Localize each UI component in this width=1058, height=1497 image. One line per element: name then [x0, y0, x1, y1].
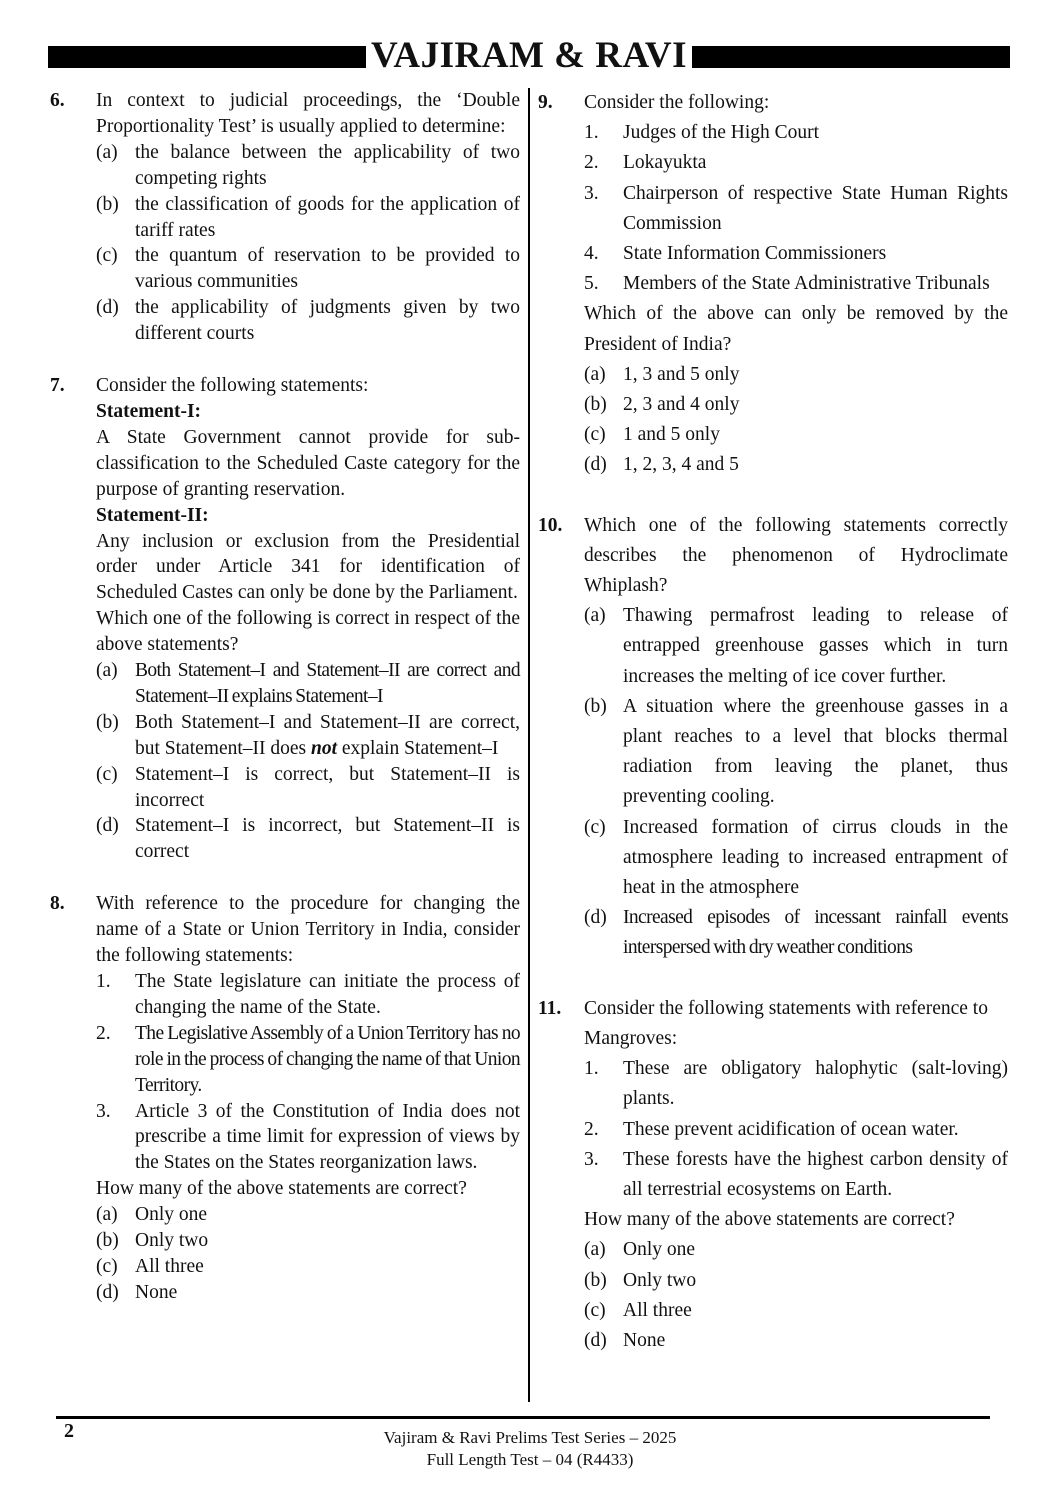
option-b: (b) Only two	[96, 1230, 209, 1252]
option-c: (c) All three	[584, 1299, 692, 1321]
statement-2-heading: Statement-II:	[96, 504, 209, 526]
question-10	[538, 511, 1008, 964]
option-c: (c) the quantum of reservation to be provided to various communities	[96, 245, 520, 293]
question-number: 6.	[50, 90, 65, 111]
option-d: (d) Increased episodes of incessant rainfall events interspersed with dry weather conditions	[584, 907, 1008, 959]
option-d: (d) None	[96, 1281, 178, 1303]
option-b: (b) Only two	[584, 1269, 697, 1291]
statement-3: 3. Article 3 of the Constitution of India does not prescribe a time limit for expression of views by the States on the States reorganization laws.	[96, 1100, 520, 1174]
question-number: 8.	[50, 893, 65, 915]
question-number: 9.	[538, 92, 553, 113]
option-b: (b) A situation where the greenhouse gasses in a plant reaches to a level that blocks thermal radiation from leaving the planet, thus preventing cooling.	[584, 695, 1008, 808]
list-item-3: 3. Chairperson of respective State Human Rights Commission	[584, 182, 1008, 234]
option-d: (d) 1, 2, 3, 4 and 5	[584, 454, 739, 476]
list-item-4: 4. State Information Commissioners	[584, 243, 887, 265]
option-d: (d) None	[584, 1329, 666, 1351]
question-stem: Consider the following:	[584, 92, 770, 113]
option-a: (a) Only one	[584, 1239, 696, 1261]
header-title: VAJIRAM & RAVI	[370, 35, 688, 76]
question-number: 11.	[538, 997, 562, 1019]
list-item-2: 2. Lokayukta	[584, 152, 707, 174]
question-stem: Consider the following statements with reference to Mangroves:	[584, 997, 988, 1049]
question-prompt: Which one of the following is correct in respect of the above statements?	[96, 608, 520, 656]
statement-1: 1. The State legislature can initiate the process of changing the name of the State.	[96, 971, 520, 1018]
header-bar-left	[48, 46, 366, 68]
statement-1: 1. These are obligatory halophytic (salt-loving) plants.	[584, 1058, 1008, 1110]
footer-series-title: Vajiram & Ravi Prelims Test Series – 2025	[383, 1428, 677, 1447]
option-d: (d) the applicability of judgments given by two different courts	[96, 297, 520, 345]
question-prompt: Which of the above can only be removed by the President of India?	[584, 303, 1008, 355]
page-number: 2	[64, 1420, 74, 1442]
footer-rule	[56, 1416, 990, 1419]
header-bar-right	[692, 46, 1010, 68]
column-divider	[528, 88, 530, 1402]
question-9	[538, 88, 1008, 481]
question-stem: With reference to the procedure for changing the name of a State or Union Territory in India, consider the following statements:	[96, 893, 520, 967]
left-column	[50, 88, 520, 1306]
page-header	[48, 35, 1010, 76]
statement-3: 3. These forests have the highest carbon density of all terrestrial ecosystems on Earth.	[584, 1148, 1008, 1200]
question-number: 10.	[538, 514, 563, 536]
option-a: (a) 1, 3 and 5 only	[584, 363, 740, 385]
question-stem: Which one of the following statements correctly describes the phenomenon of Hydroclimate Whiplash?	[584, 514, 1008, 597]
question-stem: In context to judicial proceedings, the ‘Double Proportionality Test’ is usually applied to determine:	[96, 90, 520, 137]
question-11	[538, 994, 1008, 1356]
option-b: (b) the classification of goods for the application of tariff rates	[96, 193, 520, 241]
statement-2: 2. The Legislative Assembly of a Union Territory has no role in the process of changing the name of that Union Territory.	[96, 1022, 520, 1096]
option-c: (c) Increased formation of cirrus clouds in the atmosphere leading to increased entrapment of heat in the atmosphere	[584, 816, 1008, 899]
option-a: (a) the balance between the applicability of two competing rights	[96, 141, 520, 189]
statement-2-text: Any inclusion or exclusion from the Presidential order under Article 341 for identification of Scheduled Castes can only be done by the Parliament.	[96, 530, 520, 604]
list-item-5: 5. Members of the State Administrative Tribunals	[584, 273, 990, 295]
option-b: (b) Both Statement–I and Statement–II are correct, but Statement–II does not explain Statement–I	[96, 711, 520, 759]
question-prompt: How many of the above statements are correct?	[584, 1209, 955, 1231]
question-prompt: How many of the above statements are correct?	[96, 1178, 467, 1200]
right-column	[538, 88, 1008, 1356]
statement-2: 2. These prevent acidification of ocean water.	[584, 1118, 959, 1140]
statement-1-text: A State Government cannot provide for sub-classification to the Scheduled Caste category for the purpose of granting reservation.	[96, 426, 520, 500]
question-8	[50, 891, 520, 1306]
question-7	[50, 373, 520, 865]
option-a: (a) Both Statement–I and Statement–II are correct and Statement–II explains Statement–I	[96, 660, 520, 707]
question-6	[50, 88, 520, 347]
option-c: (c) All three	[96, 1255, 204, 1277]
option-d: (d) Statement–I is incorrect, but Statement–II is correct	[96, 815, 520, 863]
option-b: (b) 2, 3 and 4 only	[584, 394, 740, 416]
list-item-1: 1. Judges of the High Court	[584, 122, 820, 144]
question-number: 7.	[50, 375, 65, 397]
question-stem: Consider the following statements:	[96, 375, 369, 397]
option-a: (a) Thawing permafrost leading to release of entrapped greenhouse gasses which in turn increases the melting of ice cover further.	[584, 605, 1008, 687]
emphasis-not: not	[311, 737, 338, 759]
option-c: (c) Statement–I is correct, but Statement–II is incorrect	[96, 763, 520, 811]
option-a: (a) Only one	[96, 1204, 208, 1226]
option-c: (c) 1 and 5 only	[584, 424, 720, 446]
footer-test-id: Full Length Test – 04 (R4433)	[426, 1450, 634, 1469]
statement-1-heading: Statement-I:	[96, 400, 202, 422]
